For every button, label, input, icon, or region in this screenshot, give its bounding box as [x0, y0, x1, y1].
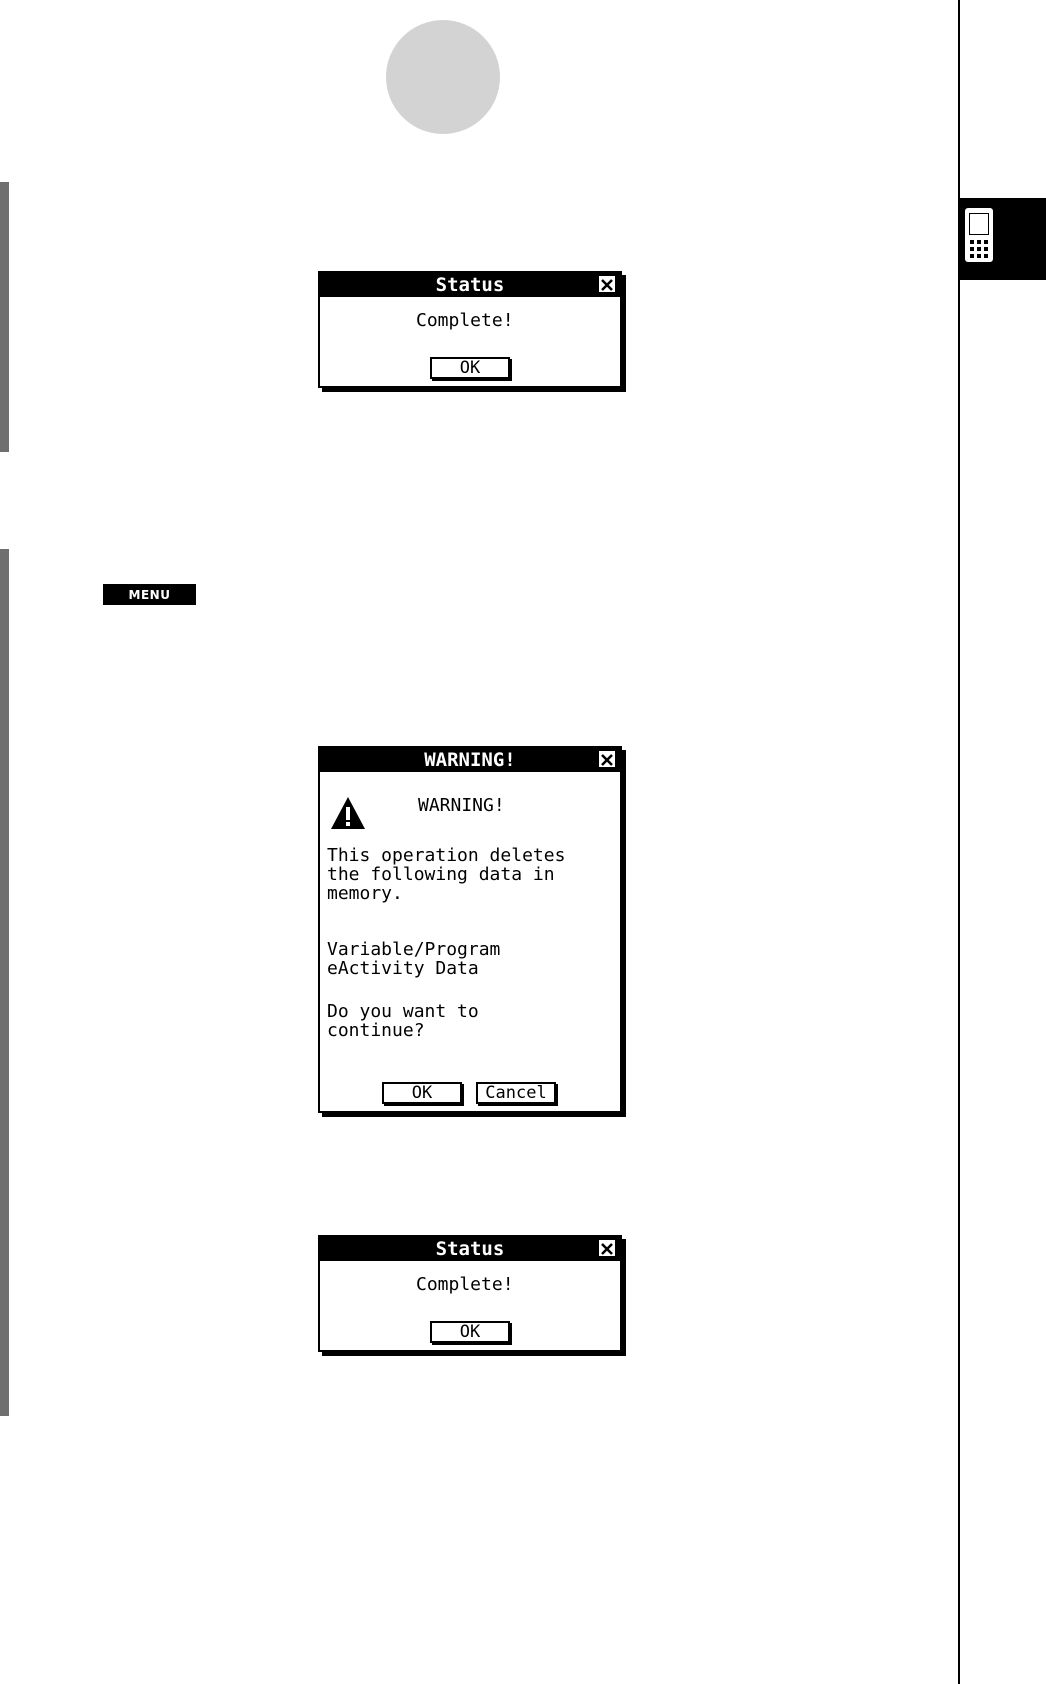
data-list-text: Variable/Program eActivity Data [327, 939, 501, 979]
close-button[interactable] [598, 1239, 616, 1257]
side-bar-bottom [0, 549, 9, 1416]
dialog-titlebar [320, 273, 620, 297]
dialog-titlebar [320, 1237, 620, 1261]
cancel-button[interactable]: Cancel [476, 1082, 556, 1104]
dialog-title: WARNING! [424, 749, 516, 771]
menu-key: MENU [103, 584, 196, 605]
warning-triangle-icon [330, 796, 366, 830]
warning-heading: WARNING! [418, 795, 505, 816]
close-button[interactable] [598, 275, 616, 293]
ok-button[interactable]: OK [430, 357, 510, 379]
chapter-tab [960, 198, 1046, 280]
warning-body-text: This operation deletes the following data in memory. [327, 845, 566, 904]
close-icon [599, 1241, 615, 1257]
dialog-title: Status [435, 274, 505, 296]
ok-button[interactable]: OK [382, 1082, 462, 1104]
ok-button[interactable]: OK [430, 1321, 510, 1343]
warning-dialog [318, 746, 622, 1113]
side-bar-top [0, 182, 9, 452]
status-message: Complete! [416, 1274, 514, 1295]
confirm-question: Do you want to continue? [327, 1001, 479, 1041]
chapter-marker-circle [386, 20, 500, 134]
dialog-title: Status [435, 1238, 505, 1260]
calculator-icon [960, 198, 1046, 280]
close-icon [599, 277, 615, 293]
status-message: Complete! [416, 310, 514, 331]
status-dialog-1 [318, 271, 622, 388]
status-dialog-2 [318, 1235, 622, 1352]
dialog-titlebar [320, 748, 620, 772]
close-button[interactable] [598, 750, 616, 768]
close-icon [599, 752, 615, 768]
